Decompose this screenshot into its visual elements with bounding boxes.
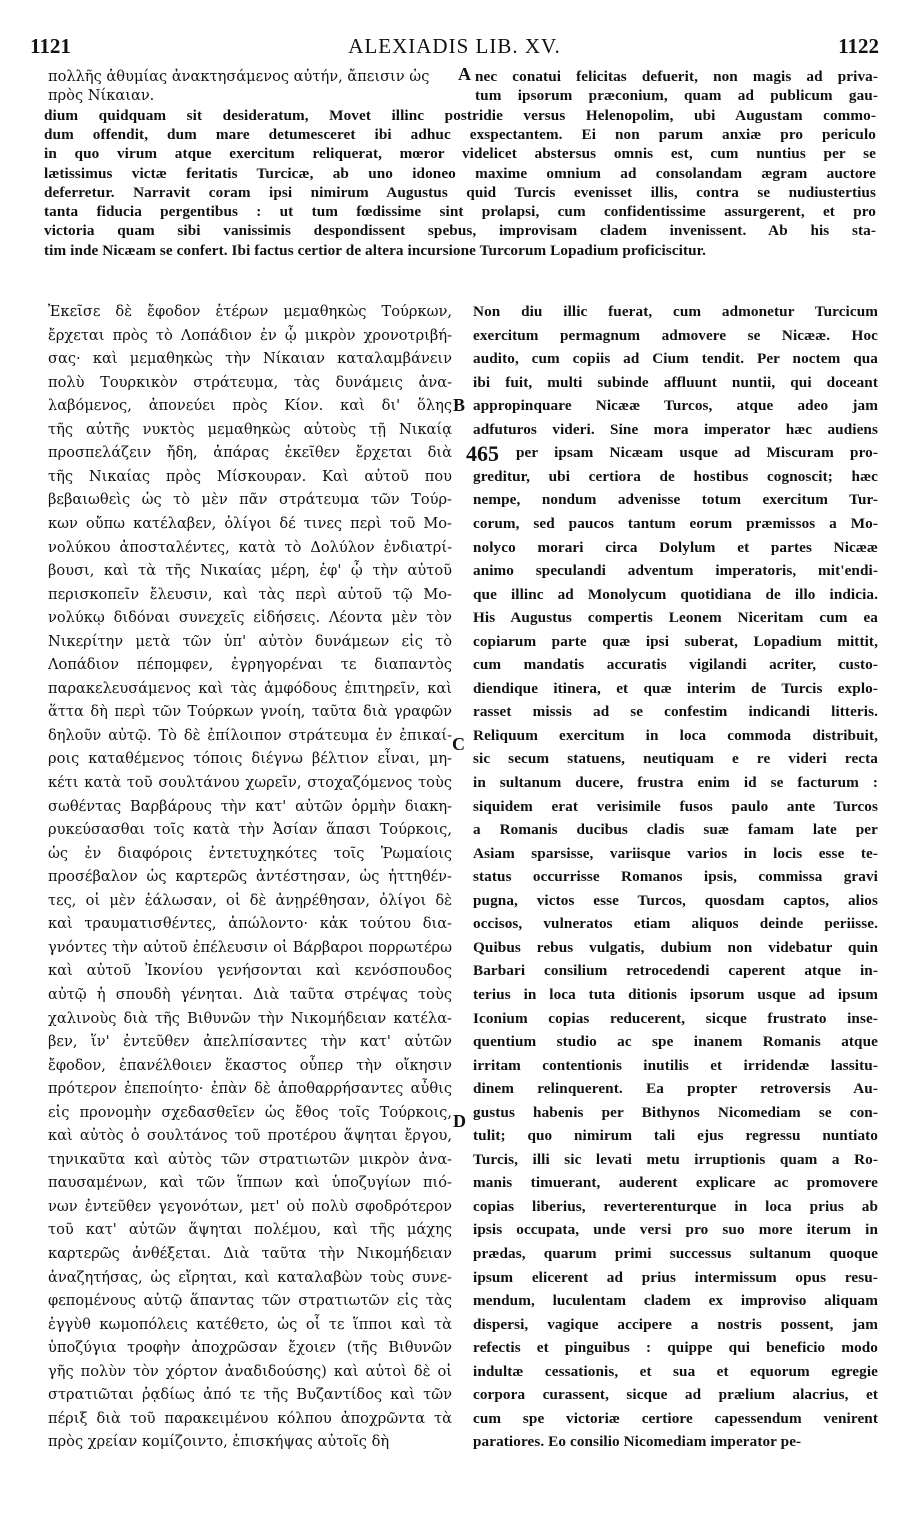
latin-text-line: Quibus rebus vulgatis, dubium non videbatur quin <box>473 938 878 956</box>
greek-text-line: αὐτῷ ἡ σπουδὴ γένηται. Διὰ ταῦτα στρέψας τοὺς <box>48 985 452 1003</box>
latin-text-line: terius in loca tuta ditionis ipsorum usque ad ipsum <box>473 985 878 1003</box>
latin-lead-line: nec conatui felicitas defuerit, non magis ad priva- <box>475 68 878 85</box>
latin-text-line: ibi fuit, multi subinde affluunt nuntii, qui doceant <box>473 373 878 391</box>
latin-text-line: nolyco morari circa Dolylum et partes Nicææ <box>473 538 878 556</box>
greek-text-line: γῆς πολὺν τὸν χόρτον ἀναδιδούσης) καὶ αὐτοὶ δὲ οἱ <box>48 1362 452 1380</box>
latin-text-line: prædas, quarum primi successus sultanum quoque <box>473 1245 878 1262</box>
latin-text-line: Iconium copias reducerent, sicque frustrato inse- <box>473 1009 878 1027</box>
latin-full-line: lætissimus victæ feritatis Turcicæ, ab uno idoneo maxime omnium ad consolandam ægram auctore <box>44 164 876 182</box>
right-page-number: 1122 <box>838 34 879 58</box>
greek-text-line: τοῦ κατ' αὐτῶν ἅψηται πολέμου, καὶ τῆς μάχης <box>48 1221 452 1239</box>
latin-text-line: sic secum statuens, neutiquam e re videri recta <box>473 750 878 768</box>
latin-text-line: greditur, ubi certiora de hostibus cognoscit; hæc <box>473 467 878 485</box>
greek-text-line: παυσαμένων, καὶ τῶν ἵππων καὶ ὑποζυγίων πιό- <box>48 1174 452 1192</box>
latin-text-line: occisos, vulneratos etiam aliquos deinde periisse. <box>473 915 878 933</box>
latin-text-line: copiarum parte quæ ipsi suberat, Lopadium mittit, <box>473 632 878 650</box>
greek-text-line: πρὸς χρείαν κομίζοιντο, ἐπισκήψας αὐτοῖς δὴ <box>48 1433 390 1451</box>
latin-text-line: dinem relinquerent. Ea propter retroversis Au- <box>473 1080 878 1098</box>
latin-text-line: paratiores. Eo consilio Nicomediam imperator pe- <box>473 1433 802 1451</box>
latin-text-line: Asiam sparsisse, variisque varios in locis esse te- <box>473 844 878 862</box>
greek-text-line: βεν, ἵν' ἐντεῦθεν ἀπελπίσαντες τὴν κατ' αὐτῶν <box>48 1033 452 1051</box>
greek-text-line: κων οὔπω κατέλαβεν, ὀλίγοι δέ τινες περὶ τοῦ Μο- <box>48 514 452 532</box>
greek-text-line: καὶ αὐτοῦ Ἰκονίου γενήσονται καὶ κενόσπουδος <box>48 962 452 980</box>
greek-text-line: προσπελάζειν ἤδη, ἀπάρας ἐκεῖθεν ἔρχεται διὰ <box>48 444 452 462</box>
greek-text-line: ὡς ἐν διαφόροις ἐντετυχηκότες τοῖς Ῥωμαίοις <box>48 844 452 862</box>
margin-marker-c: C <box>452 733 465 754</box>
latin-text-line: ipsum elicerent ad prius intermissum opus resu- <box>473 1268 878 1286</box>
running-title: ALEXIADIS LIB. XV. <box>348 34 561 58</box>
latin-text-line: que illinc ad Monolycum quotidiana de illo indicia. <box>473 585 878 603</box>
latin-text-line: mendum, luculentam cladem ex improviso aliquam <box>473 1292 878 1310</box>
margin-marker-b: B <box>453 395 466 416</box>
latin-text-line: appropinquare Nicææ Turcos, atque adeo jam <box>473 397 878 415</box>
greek-text-line: εἰς προνομὴν σχεδασθεῖεν ὡς ἔθος τοῖς Τούρκοις, <box>48 1103 452 1121</box>
latin-full-line: deferretur. Narravit coram ipsi nimirum Augustus quid Turcis evenisset illis, contra se nudiustertius <box>44 183 876 201</box>
greek-text-line: περισκοπεῖν ἔλευσιν, καὶ τὰς περὶ αὐτοῦ τῷ Μο- <box>48 585 452 603</box>
greek-text-line: Λοπάδιον πέπομφεν, ἐγρηγορέναι τε διαπαντὸς <box>48 656 452 674</box>
greek-text-line: βουσι, καὶ τὰ τῆς Νικαίας μέρη, ἐφ' ᾧ τὴν αὐτοῦ <box>48 562 452 580</box>
greek-text-line: παρακελευσάμενος καὶ τὰς ἀμφόδους ἐπιτηρεῖν, καὶ <box>48 679 452 697</box>
latin-text-line: copias liberius, reverterenturque in loca prius ab <box>473 1197 878 1215</box>
greek-text-line: κέτι κατὰ τοῦ σουλτάνου χωρεῖν, στοχαζόμενος τοὺς <box>48 774 452 791</box>
latin-text-line: Reliquum exercitum in loca commoda distribuit, <box>473 726 878 744</box>
greek-text-line: ροις καταθέμενος τόποις διέγνω βέλτιον εἶναι, μη- <box>48 750 452 768</box>
greek-text-line: πέριξ διὰ τοῦ παρακειμένου κόλπου ἀποχρῶντα τὰ <box>48 1409 452 1427</box>
latin-text-line: diendique itinera, et quæ interim de Turcis explo- <box>473 679 878 697</box>
greek-lead-line: πρὸς Νίκαιαν. <box>48 87 155 105</box>
greek-text-line: δηλοῦν αὐτῷ. Τὸ δὲ ἐπίλοιπον στράτευμα ἐν ἐπικαί- <box>48 726 452 744</box>
greek-text-line: τῆς Νικαίας πρὸς Μίσκουραν. Καὶ αὐτοῦ που <box>48 467 452 485</box>
latin-text-line: dispersi, vagique accipere a nostris possent, jam <box>473 1315 878 1333</box>
latin-text-line: ipsis occupata, unde versi pro suo more iterum in <box>473 1221 878 1239</box>
greek-text-line: τηνικαῦτα καὶ αὐτὸς τῶν στρατιωτῶν μικρὸν ἀνα- <box>48 1150 452 1168</box>
latin-full-line: victoria quam sibi vanissimis despondissent spebus, improvisam cladem invenissent. Ab his sta- <box>44 222 876 240</box>
greek-text-line: ἀναζητήσας, ὡς εἴρηται, καὶ καταλαβὼν τοὺς συνε- <box>48 1268 452 1286</box>
latin-text-line: corum, sed paucos tantum eorum præmissos a Mo- <box>473 514 878 532</box>
latin-text-line: manis timuerant, auderent explicare ac promovere <box>473 1174 878 1192</box>
latin-lead-line: tum ipsorum præconium, quam ad publicum gau- <box>475 87 878 105</box>
latin-text-line: indultæ cessationis, et sua et equorum egregie <box>473 1362 878 1380</box>
greek-text-line: σας· καὶ μεμαθηκὼς τὴν Νίκαιαν καταλαμβάνειν <box>48 350 452 368</box>
latin-text-line: exercitum permagnum admovere se Nicææ. Hoc <box>473 326 878 344</box>
latin-text-line: gustus habenis per Bithynos Nicomediam se con- <box>473 1103 878 1121</box>
latin-text-line: rasset missis ad se confestim indicandi litteris. <box>473 703 878 721</box>
greek-text-line: νων ἐντεῦθεν γεγονότων, μετ' οὐ πολὺ σφοδρότερον <box>48 1197 452 1215</box>
greek-text-line: στρατιῶται ῥᾳδίως ἀπό τε τῆς Βυζαντίδος καὶ τῶν <box>48 1386 452 1404</box>
margin-marker-a: A <box>458 64 471 84</box>
left-page-number: 1121 <box>30 34 71 58</box>
greek-text-line: καὶ τραυματισθέντες, ἀπώλοντο· κἀκ τούτου δια- <box>48 915 452 933</box>
latin-text-line: per ipsam Nicæam usque ad Miscuram pro- <box>516 444 878 462</box>
greek-text-line: ἔρχεται πρὸς τὸ Λοπάδιον ἐν ᾧ μικρὸν χρονοτριβή- <box>48 326 452 344</box>
latin-text-line: irritam contentionis inutilis et irridendæ lassitu- <box>473 1056 878 1074</box>
latin-text-line: nempe, nondum advenisse totum exercitum Tur- <box>473 491 878 509</box>
greek-text-line: πρότερον ἐπεποίητο· ἐπὰν δὲ ἀποθαρρήσαντες αὖθις <box>48 1080 452 1098</box>
latin-text-line: Turcis, illi sic levati metu irruptionis quam a Ro- <box>473 1150 878 1168</box>
column-number: 465 <box>466 441 499 467</box>
latin-text-line: Barbari consilium retrocedendi caperent atque in- <box>473 962 878 980</box>
latin-full-line: dium quidquam sit desideratum, Movet illinc postridie versus Helenopolim, ubi Augustam commo- <box>44 106 876 124</box>
latin-text-line: Non diu illic fuerat, cum admonetur Turcicum <box>473 303 878 320</box>
greek-text-line: τες, οἱ μὲν ἑάλωσαν, οἱ δὲ ἀνῃρέθησαν, ὀλίγοι δὲ <box>48 891 452 909</box>
greek-text-line: καὶ αὐτὸς ὁ σουλτάνος τοῦ προτέρου ἅψηται ἔργου, <box>48 1127 452 1145</box>
greek-text-line: χαλινοὺς διὰ τῆς Βιθυνῶν τὴν Νικομήδειαν κατέλα- <box>48 1009 452 1027</box>
latin-full-line: tim inde Nicæam se confert. Ibi factus certior de altera incursione Turcorum Lopadium proficiscitur. <box>44 241 707 259</box>
greek-text-line: προσέβαλον ὡς καρτερῶς ἀντέστησαν, ὡς ἡττηθέν- <box>48 868 452 886</box>
latin-text-line: animo speculandi adventum imperatoris, mit'endi- <box>473 562 878 580</box>
latin-text-line: audito, cum copiis ad Cium tendit. Per noctem qua <box>473 350 878 368</box>
greek-text-line: πολὺ Τουρκικὸν στράτευμα, τὰς δυνάμεις ἀνα- <box>48 373 452 391</box>
latin-text-line: adfuturos videri. Sine mora imperator hæc audiens <box>473 420 878 438</box>
greek-text-line: τῆς αὐτῆς νυκτὸς μεμαθηκὼς αὐτοὺς τῇ Νικαίᾳ <box>48 420 452 438</box>
greek-text-line: λαβόμενος, ἀπονεύει πρὸς Κίον. καὶ δι' ὅλης <box>48 397 452 415</box>
greek-text-line: Νικερίτην μετὰ τῶν ὑπ' αὐτὸν δυνάμεων εἰς τὸ <box>48 632 452 650</box>
latin-text-line: corpora curassent, sicque ad prælium alacrius, et <box>473 1386 878 1404</box>
latin-text-line: His Augustus compertis Leonem Niceritam cum ea <box>473 609 878 627</box>
latin-text-line: status occurrisse Romanos ipsis, commissa gravi <box>473 868 878 886</box>
latin-full-line: tanta fiducia pergentibus : ut tum fœdissime sint prolapsi, cum confidentissime assurgerent, et pro <box>44 203 876 221</box>
greek-text-line: γνόντες τὴν αὐτοῦ ἐπέλευσιν οἱ Βάρβαροι πορρωτέρω <box>48 938 452 956</box>
latin-text-line: cum spe victoriæ certiore capessendum venirent <box>473 1409 878 1427</box>
greek-text-line: ἅττα δὴ περὶ τῶν Τούρκων γνοίη, ταῦτα διὰ γραφῶν <box>48 703 452 721</box>
greek-text-line: καρτερῶς ἀνθέξεται. Διὰ ταῦτα τὴν Νικομήδειαν <box>48 1245 452 1262</box>
greek-lead-line: πολλῆς ἀθυμίας ἀνακτησάμενος αὐτήν, ἄπεισιν ὡς <box>48 68 430 85</box>
page-header <box>30 34 879 60</box>
latin-text-line: in sultanum ducere, frustra enim id se facturum : <box>473 774 878 791</box>
greek-text-line: ἔφοδον, ἐπανέλθοιεν ἕκαστος οὗπερ τὴν οἴκησιν <box>48 1056 452 1074</box>
latin-text-line: siquidem erat verisimile fusos paulo ante Turcos <box>473 797 878 815</box>
greek-text-line: ἐγγὺθ κωμοπόλεις κατέθετο, ὡς οἷ τε ἵπποι καὶ τὰ <box>48 1315 452 1333</box>
latin-text-line: quentium studio ac spe inanem Romanis atque <box>473 1033 878 1051</box>
greek-text-line: φεπομένους αὐτῷ ἅπαντας τῶν στρατιωτῶν εἰς τὰς <box>48 1292 452 1310</box>
latin-full-line: in quo virum atque exercitum reliquerat, mœror videlicet abstersus omnis est, cum nuntius per se <box>44 145 876 163</box>
greek-text-line: βεβαιωθεὶς ὡς τὸ μὲν πᾶν στράτευμα τῶν Τούρ- <box>48 491 452 509</box>
greek-text-line: Ἐκεῖσε δὲ ἔφοδον ἑτέρων μεμαθηκὼς Τούρκων, <box>48 303 452 320</box>
greek-text-line: νολύκῳ διδόναι συνεχεῖς εἰδήσεις. Λέοντα μὲν τὸν <box>48 609 452 627</box>
latin-text-line: tulit; quo nimirum tali ejus regressu nuntiato <box>473 1127 878 1145</box>
latin-text-line: a Romanis ducibus cladis suæ famam late per <box>473 821 878 839</box>
latin-text-line: cum mandatis accuratis vigilandi acriter, custo- <box>473 656 878 674</box>
greek-text-line: ρυκεύσασθαι τοῖς κατὰ τὴν Ἀσίαν ἅπασι Τούρκοις, <box>48 821 452 839</box>
greek-text-line: νολύκου ἀποσταλέντες, κατὰ τὸ Δολύλον ἐνδιατρί- <box>48 538 452 556</box>
latin-full-line: dum offendit, dum mare detumesceret ibi adhuc exspectantem. Ei non parum anxiæ pro periculo <box>44 125 876 143</box>
greek-text-line: ὑποζύγια τροφὴν ἀποχρῶσαν ἔχοιεν (τῆς Βιθυνῶν <box>48 1339 452 1357</box>
greek-text-line: σωθέντας Βαρβάρους τὴν κατ' αὐτῶν ὁρμὴν διακη- <box>48 797 452 815</box>
latin-text-line: refectis et pinguibus : quippe qui beneficio modo <box>473 1339 878 1357</box>
margin-marker-d: D <box>453 1110 466 1131</box>
latin-text-line: pugna, victos esse Turcos, quosdam captos, alios <box>473 891 878 909</box>
